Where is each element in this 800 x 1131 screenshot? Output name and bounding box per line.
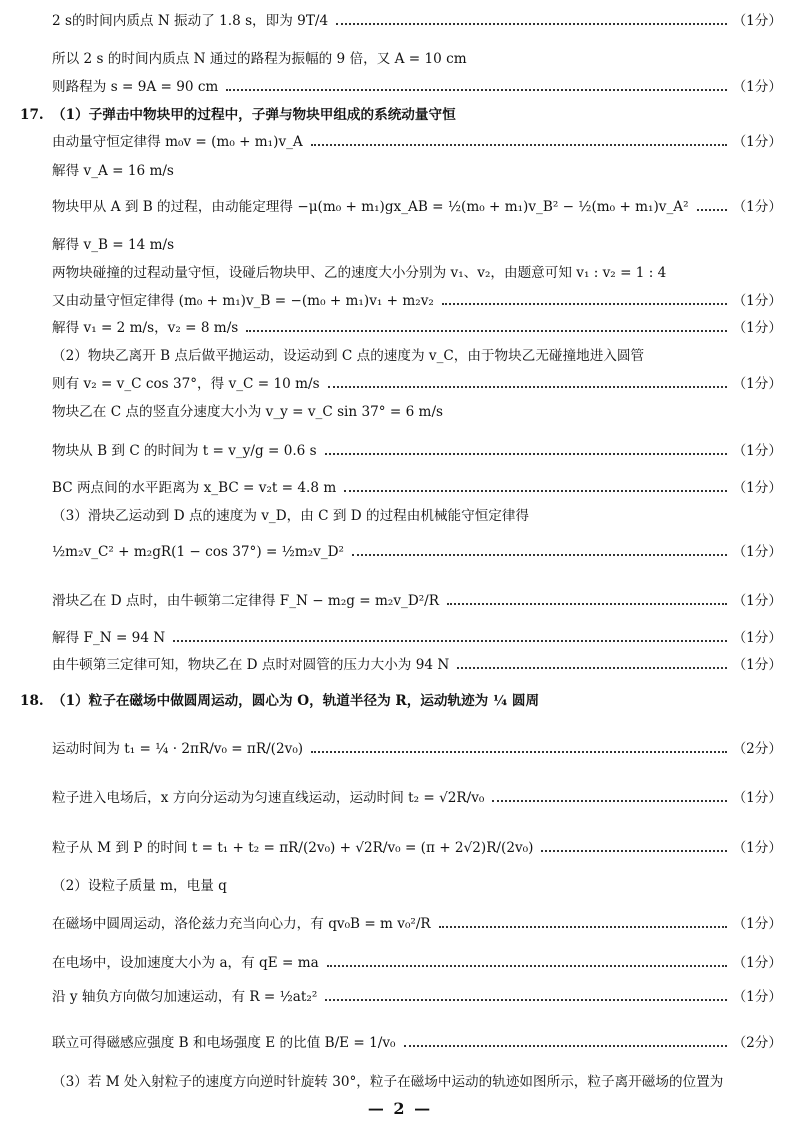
score-label: （1分）	[732, 293, 782, 309]
score-label: （1分）	[732, 199, 782, 215]
score-label: （1分）	[732, 480, 782, 496]
score-label: （1分）	[732, 320, 782, 336]
question-number: 18.	[20, 693, 44, 709]
answer-line: 解得 v_B = 14 m/s	[52, 237, 175, 253]
question-18-header: 18. （1）粒子在磁场中做圆周运动，圆心为 O，轨道半径为 R，运动轨迹为 ¼ 圆周	[20, 693, 540, 709]
leader-dots	[344, 490, 726, 492]
leader-dots	[336, 23, 726, 25]
score-label: （1分）	[732, 544, 782, 560]
question-number: 17.	[20, 107, 44, 123]
leader-dots	[327, 965, 727, 967]
leader-dots	[352, 554, 727, 556]
answer-line: 物块甲从 A 到 B 的过程，由动能定理得 −μ(m₀ + m₁)gx_AB = ½(m₀ + m₁)v_B² − ½(m₀ + m₁)v_A² （1分）	[52, 199, 782, 215]
answer-line: 物块从 B 到 C 的时间为 t = v_y/g = 0.6 s （1分）	[52, 443, 782, 459]
leader-dots	[492, 800, 726, 802]
leader-dots	[404, 1045, 727, 1047]
leader-dots	[246, 330, 726, 332]
leader-dots	[439, 926, 727, 928]
leader-dots	[311, 751, 726, 753]
score-label: （1分）	[732, 376, 782, 392]
answer-line: （3）滑块乙运动到 D 点的速度为 v_D，由 C 到 D 的过程由机械能守恒定律得	[52, 508, 530, 524]
leader-dots	[325, 453, 727, 455]
leader-dots	[697, 209, 727, 211]
leader-dots	[442, 303, 727, 305]
answer-line: 沿 y 轴负方向做匀加速运动，有 R = ½at₂² （1分）	[52, 989, 782, 1005]
answer-line: 由牛顿第三定律可知，物块乙在 D 点时对圆管的压力大小为 94 N （1分）	[52, 657, 782, 673]
score-label: （1分）	[732, 790, 782, 806]
answer-line: 粒子从 M 到 P 的时间 t = t₁ + t₂ = πR/(2v₀) + √2R/v₀ = (π + 2√2)R/(2v₀) （1分）	[52, 840, 782, 856]
answer-line: （3）若 M 处入射粒子的速度方向逆时针旋转 30°，粒子在磁场中运动的轨迹如图所示，粒子离开磁场的位置为	[52, 1074, 724, 1090]
answer-line: 又由动量守恒定律得 (m₀ + m₁)v_B = −(m₀ + m₁)v₁ + m₂v₂ （1分）	[52, 293, 782, 309]
answer-line: 联立可得磁感应强度 B 和电场强度 E 的比值 B/E = 1/v₀ （2分）	[52, 1035, 782, 1051]
score-label: （1分）	[732, 134, 782, 150]
page-number: — 2 —	[367, 1099, 433, 1118]
answer-line: 解得 v_A = 16 m/s	[52, 163, 174, 179]
answer-line: 由动量守恒定律得 m₀v = (m₀ + m₁)v_A （1分）	[52, 134, 782, 150]
question-17-header: 17. （1）子弹击中物块甲的过程中，子弹与物块甲组成的系统动量守恒	[20, 107, 456, 123]
score-label: （1分）	[732, 916, 782, 932]
score-label: （1分）	[732, 79, 782, 95]
score-label: （2分）	[732, 1035, 782, 1051]
leader-dots	[311, 144, 727, 146]
leader-dots	[325, 999, 726, 1001]
answer-line: BC 两点间的水平距离为 x_BC = v₂t = 4.8 m （1分）	[52, 480, 782, 496]
score-label: （1分）	[732, 443, 782, 459]
score-label: （1分）	[732, 657, 782, 673]
answer-line: ½m₂v_C² + m₂gR(1 − cos 37°) = ½m₂v_D² （1分）	[52, 544, 782, 560]
score-label: （1分）	[732, 593, 782, 609]
answer-line: （2）设粒子质量 m，电量 q	[52, 878, 227, 894]
score-label: （1分）	[732, 840, 782, 856]
leader-dots	[457, 667, 726, 669]
leader-dots	[447, 603, 727, 605]
answer-line: 则有 v₂ = v_C cos 37°，得 v_C = 10 m/s （1分）	[52, 376, 782, 392]
answer-line: 解得 F_N = 94 N （1分）	[52, 630, 782, 646]
score-label: （2分）	[732, 741, 782, 757]
answer-line: 运动时间为 t₁ = ¼ · 2πR/v₀ = πR/(2v₀) （2分）	[52, 741, 782, 757]
score-label: （1分）	[732, 989, 782, 1005]
score-label: （1分）	[732, 955, 782, 971]
answer-line: 2 s的时间内质点 N 振动了 1.8 s，即为 9T/4 （1分）	[52, 13, 782, 29]
answer-line: 所以 2 s 的时间内质点 N 通过的路程为振幅的 9 倍，又 A = 10 cm	[52, 51, 467, 67]
answer-line: 物块乙在 C 点的竖直分速度大小为 v_y = v_C sin 37° = 6 m/s	[52, 404, 444, 420]
leader-dots	[541, 850, 726, 852]
answer-line: 粒子进入电场后，x 方向分运动为匀速直线运动，运动时间 t₂ = √2R/v₀ （1分）	[52, 790, 782, 806]
answer-line: 滑块乙在 D 点时，由牛顿第二定律得 F_N − m₂g = m₂v_D²/R （1分）	[52, 593, 782, 609]
answer-line: （2）物块乙离开 B 点后做平抛运动，设运动到 C 点的速度为 v_C，由于物块乙无碰撞地进入圆管	[52, 348, 645, 364]
leader-dots	[328, 386, 727, 388]
score-label: （1分）	[732, 630, 782, 646]
leader-dots	[226, 89, 726, 91]
answer-line: 在电场中，设加速度大小为 a，有 qE = ma （1分）	[52, 955, 782, 971]
answer-line: 解得 v₁ = 2 m/s，v₂ = 8 m/s （1分）	[52, 320, 782, 336]
answer-line: 在磁场中圆周运动，洛伦兹力充当向心力，有 qv₀B = m v₀²/R （1分）	[52, 916, 782, 932]
leader-dots	[173, 640, 726, 642]
score-label: （1分）	[732, 13, 782, 29]
answer-line: 则路程为 s = 9A = 90 cm （1分）	[52, 79, 782, 95]
answer-line: 两物块碰撞的过程动量守恒，设碰后物块甲、乙的速度大小分别为 v₁、v₂，由题意可知 v₁ : v₂ = 1 : 4	[52, 265, 667, 281]
